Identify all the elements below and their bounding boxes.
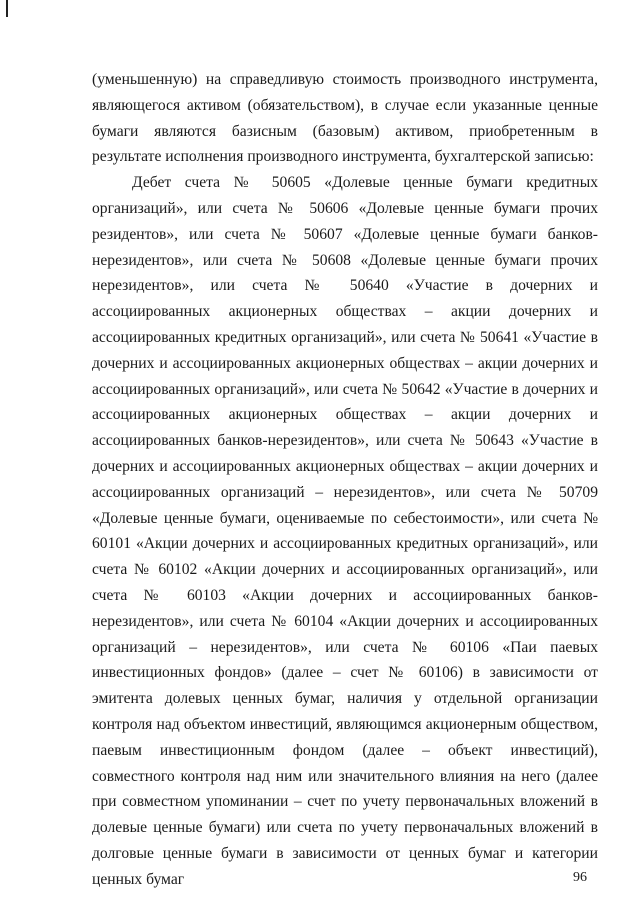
paragraph-intro: (уменьшенную) на справедливую стоимость производного инструмента, являющегося активом (обязательством), в случае если указанные ценные бумаги являются базисным (базовым) активом, приобретенным в результате исполнения производного инструмента, бухгалтерской записью:	[92, 71, 598, 166]
paragraph-debit-accounts: Дебет счета № 50605 «Долевые ценные бумаги кредитных организаций», или счета № 50606 «Долевые ценные бумаги прочих резидентов», или счета № 50607 «Долевые ценные бумаги банков-нерезидентов», или счета № 50608 «Долевые ценные бумаги прочих нерезидентов», или счета № 50640 «Участие в дочерних и ассоциированных акционерных обществах – акции дочерних и ассоциированных кредитных организаций», или счета № 50641 «Участие в дочерних и ассоциированных акционерных обществах – акции дочерних и ассоциированных организаций», или счета № 50642 «Участие в дочерних и ассоциированных акционерных обществах – акции дочерних и ассоциированных банков-нерезидентов», или счета № 50643 «Участие в дочерних и ассоциированных акционерных обществах – акции дочерних и ассоциированных организаций – нерезидентов», или счета № 50709 «Долевые ценные бумаги, оцениваемые по себестоимости», или счета № 60101 «Акции дочерних и ассоциированных кредитных организаций», или счета № 60102 «Акции дочерних и ассоциированных организаций», или счета № 60103 «Акции дочерних и ассоциированных банков-нерезидентов», или счета № 60104 «Акции дочерних и ассоциированных организаций – нерезидентов», или счета № 60106 «Паи паевых инвестиционных фондов» (далее – счет № 60106) в зависимости от эмитента долевых ценных бумаг, наличия у отдельной организации контроля над объектом инвестиций, являющимся акционерным обществом, паевым инвестиционным фондом (далее – объект инвестиций), совместного контроля над ним или значительного влияния на него (далее при совместном упоминании – счет по учету первоначальных вложений в долевые ценные бумаги) или счета по учету первоначальных вложений в долговые ценные бумаги в зависимости от ценных бумаг и категории ценных бумаг	[92, 174, 598, 888]
page-number: 96	[573, 870, 587, 885]
scan-edge-mark	[6, 0, 8, 17]
document-page	[92, 67, 598, 893]
